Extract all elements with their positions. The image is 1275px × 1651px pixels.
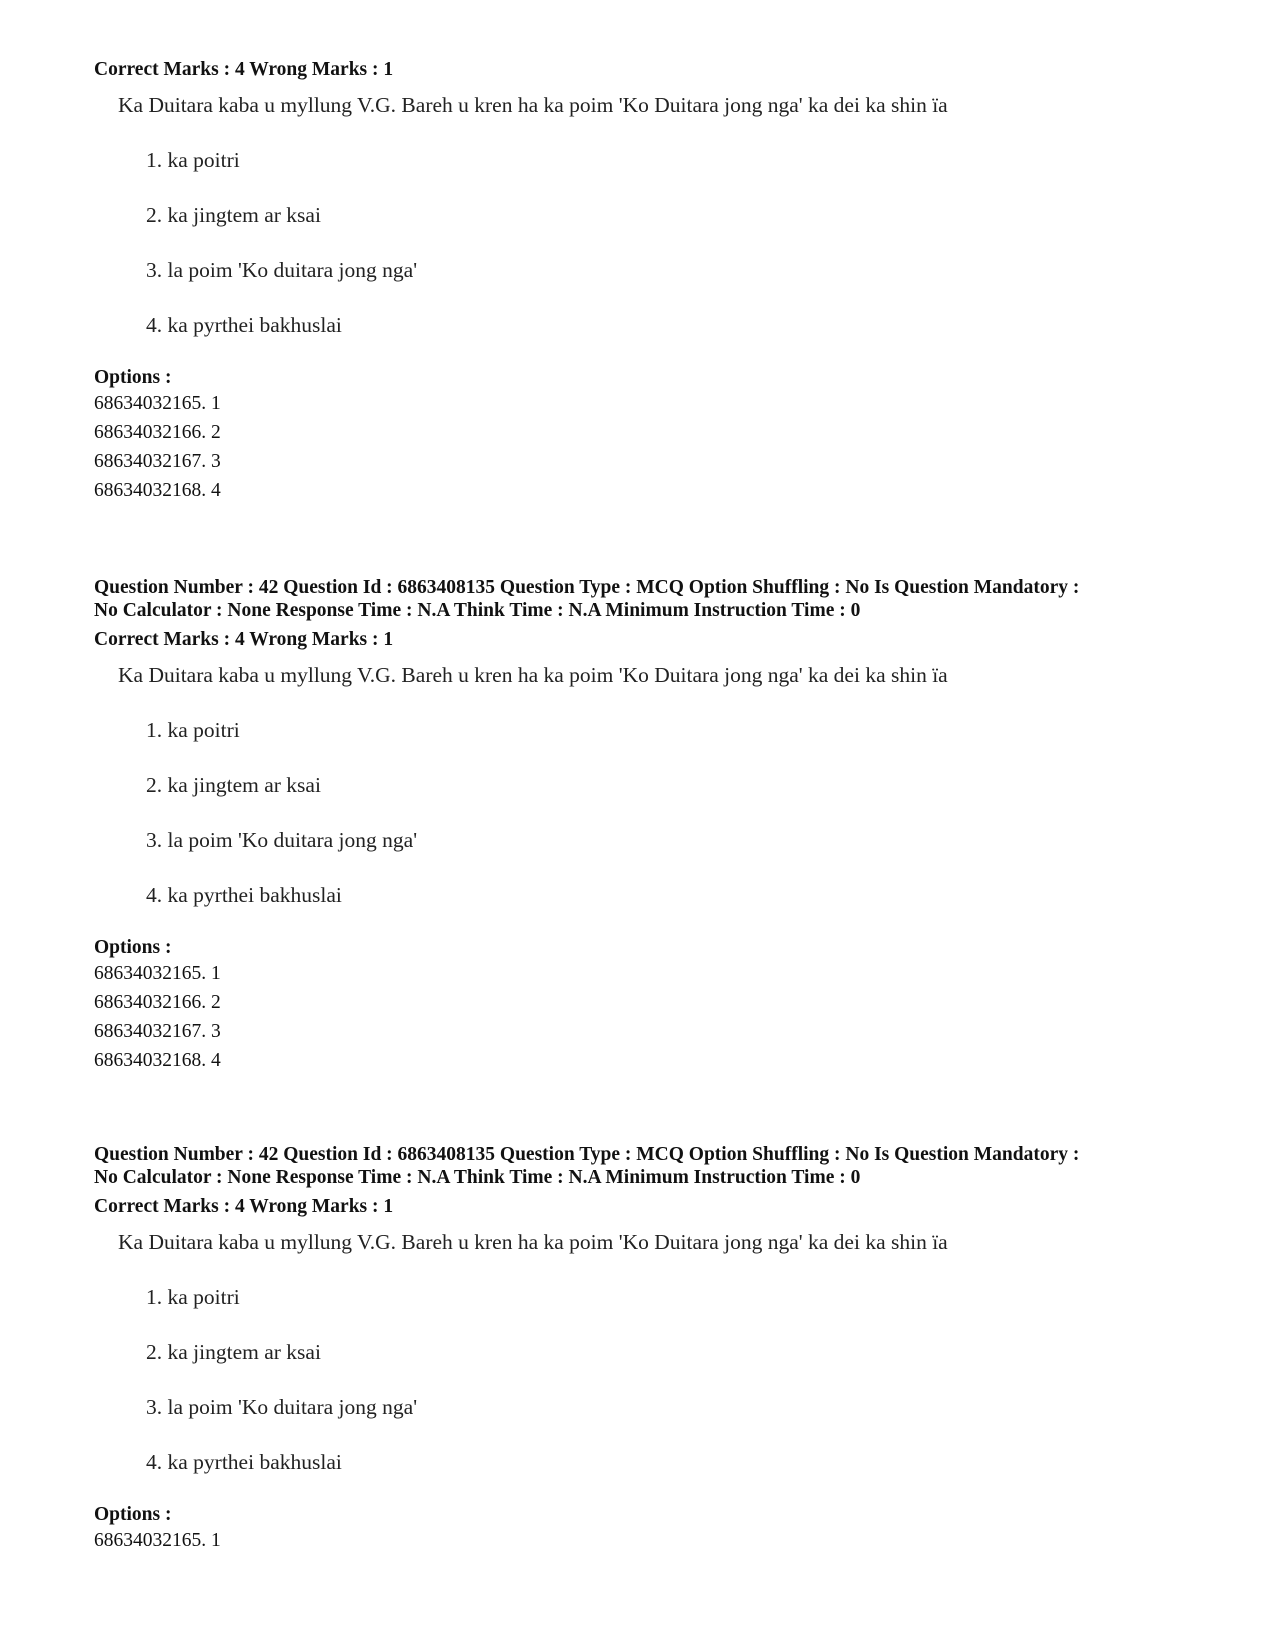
options-label: Options : [94,1504,172,1525]
question-image [118,91,1194,339]
options-label: Options : [94,937,172,958]
option-4: 68634032168. 4 [94,480,221,501]
question-stem: Ka Duitara kaba u myllung V.G. Bareh u kren ha ka poim 'Ko Duitara jong nga' ka dei ka shin ïa [118,1230,948,1254]
question-header-line-2: No Calculator : None Response Time : N.A Think Time : N.A Minimum Instruction Time : 0 [94,1167,861,1188]
option-4: 68634032168. 4 [94,1050,221,1071]
option-3: 68634032167. 3 [94,1021,221,1042]
choice-4: 4. ka pyrthei bakhuslai [146,883,342,907]
question-block-2 [94,576,1194,1075]
option-1: 68634032165. 1 [94,393,221,414]
choice-4: 4. ka pyrthei bakhuslai [146,1450,342,1474]
question-block-3 [94,1143,1194,1555]
choice-2: 2. ka jingtem ar ksai [146,203,321,227]
question-image [118,1228,1194,1476]
choice-4: 4. ka pyrthei bakhuslai [146,313,342,337]
question-image [118,661,1194,909]
option-1: 68634032165. 1 [94,963,221,984]
marks-line: Correct Marks : 4 Wrong Marks : 1 [94,1196,394,1217]
question-header-line-2: No Calculator : None Response Time : N.A Think Time : N.A Minimum Instruction Time : 0 [94,600,861,621]
choice-2: 2. ka jingtem ar ksai [146,773,321,797]
choice-3: 3. la poim 'Ko duitara jong nga' [146,258,418,282]
question-block-1 [94,58,1194,505]
choice-2: 2. ka jingtem ar ksai [146,1340,321,1364]
marks-line: Correct Marks : 4 Wrong Marks : 1 [94,59,394,80]
choice-1: 1. ka poitri [146,1285,240,1309]
question-stem: Ka Duitara kaba u myllung V.G. Bareh u kren ha ka poim 'Ko Duitara jong nga' ka dei ka shin ïa [118,663,948,687]
choice-1: 1. ka poitri [146,718,240,742]
marks-line: Correct Marks : 4 Wrong Marks : 1 [94,629,394,650]
choice-1: 1. ka poitri [146,148,240,172]
choice-3: 3. la poim 'Ko duitara jong nga' [146,828,418,852]
question-stem: Ka Duitara kaba u myllung V.G. Bareh u kren ha ka poim 'Ko Duitara jong nga' ka dei ka shin ïa [118,93,948,117]
question-header-line-1: Question Number : 42 Question Id : 6863408135 Question Type : MCQ Option Shuffling : No Is Question Mandatory : [94,1144,1080,1165]
option-2: 68634032166. 2 [94,992,221,1013]
question-header-line-1: Question Number : 42 Question Id : 6863408135 Question Type : MCQ Option Shuffling : No Is Question Mandatory : [94,577,1080,598]
option-2: 68634032166. 2 [94,422,221,443]
choice-3: 3. la poim 'Ko duitara jong nga' [146,1395,418,1419]
option-3: 68634032167. 3 [94,451,221,472]
option-1: 68634032165. 1 [94,1530,221,1551]
options-label: Options : [94,367,172,388]
